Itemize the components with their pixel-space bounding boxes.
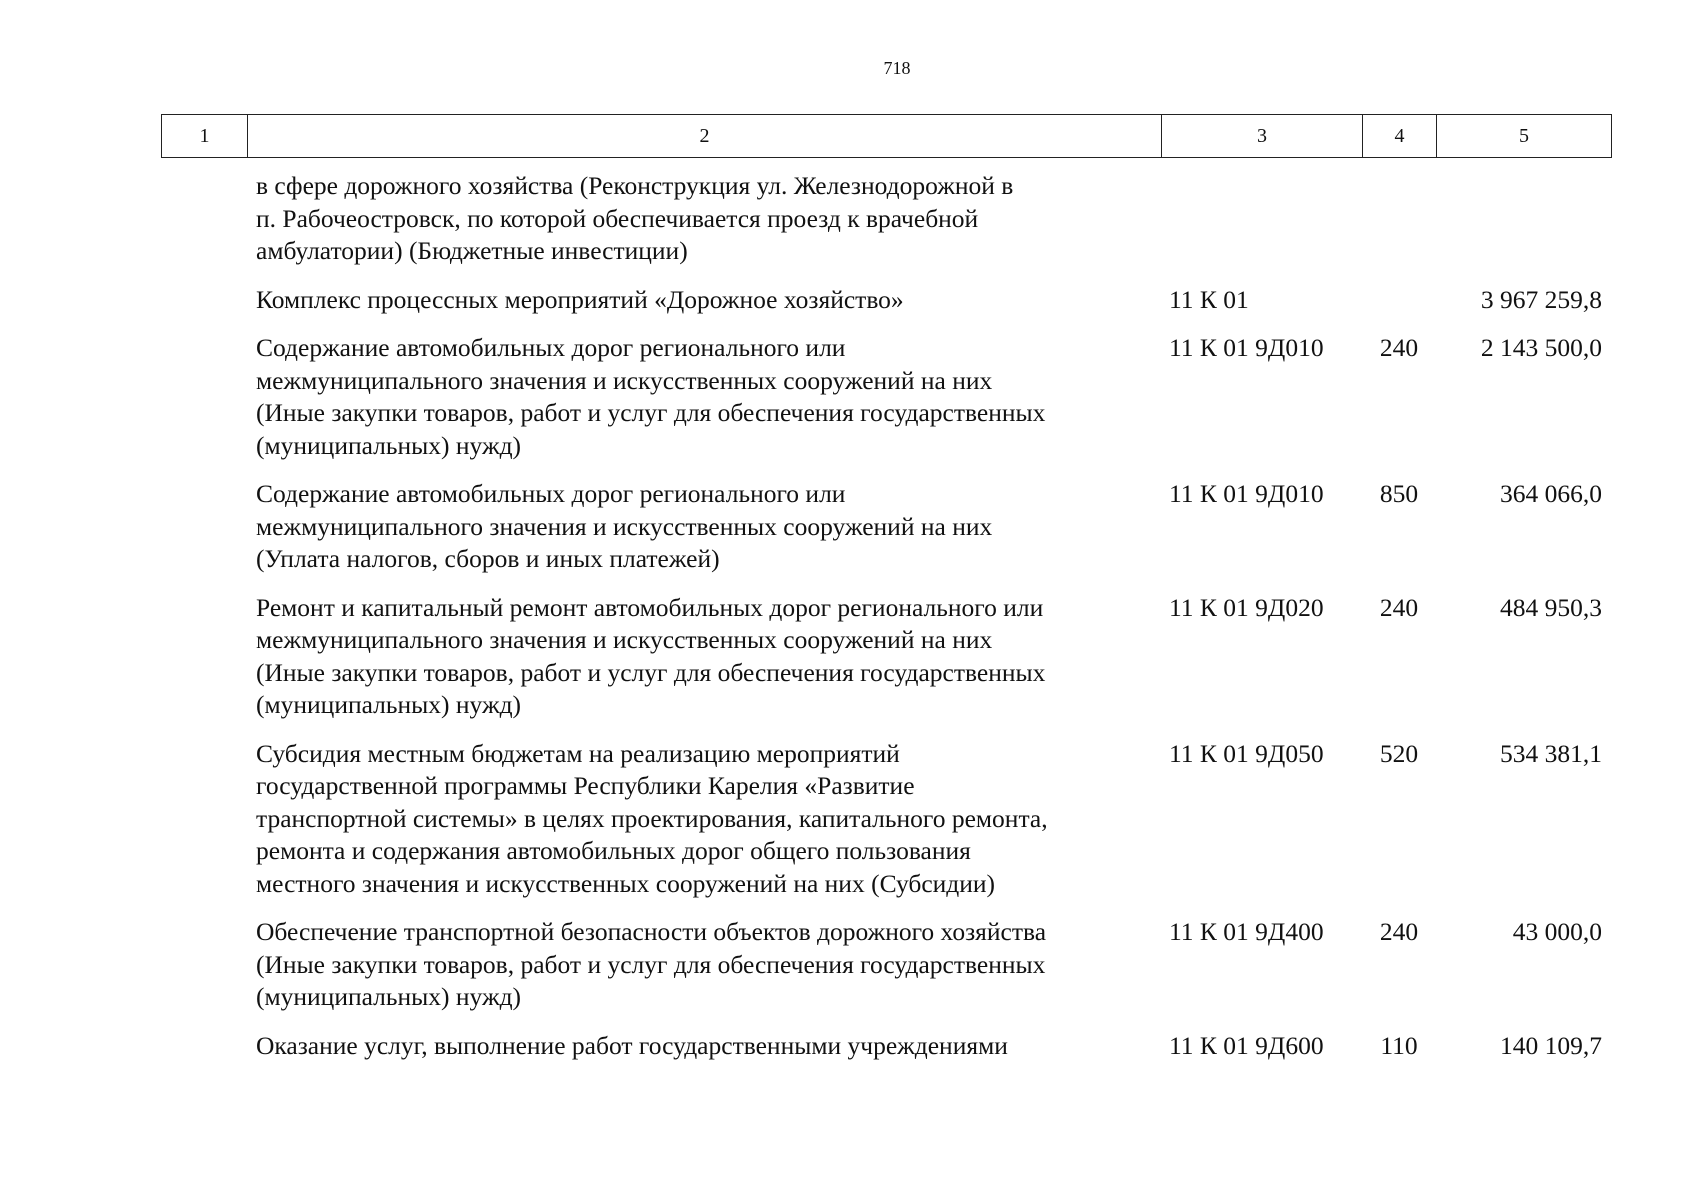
row-code: 11 К 01 9Д050: [1169, 738, 1324, 768]
row-amount: 3 967 259,8: [1480, 284, 1602, 314]
header-col-2: 2: [248, 115, 1162, 157]
row-code: 11 К 01 9Д400: [1169, 917, 1324, 946]
table-row: [161, 170, 1610, 268]
row-description: Оказание услуг, выполнение работ государственными учреждениями: [256, 1030, 1008, 1060]
row-type: [1362, 170, 1436, 268]
row-amount: 364 066,0: [1500, 479, 1602, 508]
row-type: 240: [1379, 333, 1419, 362]
row-type: [1362, 284, 1436, 317]
row-amount: 140 109,7: [1500, 1030, 1602, 1060]
row-type: 240: [1379, 917, 1419, 946]
table-body: [161, 170, 1610, 1078]
row-code: [1161, 170, 1362, 268]
row-code: 11 К 01 9Д010: [1169, 333, 1324, 362]
row-code: 11 К 01 9Д600: [1169, 1030, 1324, 1060]
row-description: в сфере дорожного хозяйства (Реконструкция ул. Железнодорожной в п. Рабочеостровск, по которой обеспечивается проезд к врачебной амбулатории) (Бюджетные инвестиции): [256, 171, 1014, 265]
row-amount: 43 000,0: [1512, 917, 1602, 946]
row-code: 11 К 01 9Д010: [1169, 479, 1324, 508]
table-header: [161, 114, 1612, 158]
row-amount: 534 381,1: [1500, 738, 1602, 768]
table-row: [161, 332, 1610, 462]
table-row: [161, 738, 1610, 901]
header-col-4: 4: [1363, 115, 1437, 157]
table-row: [161, 916, 1610, 1014]
table-row: [161, 592, 1610, 722]
row-description: Ремонт и капитальный ремонт автомобильных дорог регионального или межмуниципального значения и искусственных сооружений на них (Иные закупки товаров, работ и услуг для обеспечения государственных (муниципальных) нужд): [256, 592, 1046, 719]
row-code: 11 К 01: [1169, 284, 1249, 314]
row-description: Комплекс процессных мероприятий «Дорожное хозяйство»: [256, 284, 904, 314]
row-type: 240: [1379, 592, 1419, 622]
table-row: [161, 478, 1610, 576]
row-description: Содержание автомобильных дорог регионального или межмуниципального значения и искусственных сооружений на них (Иные закупки товаров, работ и услуг для обеспечения государственных (муниципальных) нужд): [256, 333, 1046, 460]
table-row: [161, 284, 1610, 317]
row-amount: 2 143 500,0: [1480, 333, 1602, 362]
row-amount: 484 950,3: [1500, 592, 1602, 622]
row-code: 11 К 01 9Д020: [1169, 592, 1324, 622]
header-col-5: 5: [1519, 124, 1529, 147]
row-description: Обеспечение транспортной безопасности объектов дорожного хозяйства (Иные закупки товаров, работ и услуг для обеспечения государственных (муниципальных) нужд): [256, 917, 1047, 1011]
table-row: [161, 1030, 1610, 1063]
page-number: 718: [883, 58, 911, 78]
row-type: 850: [1379, 479, 1419, 508]
row-type: 110: [1380, 1030, 1418, 1060]
header-col-3: 3: [1162, 115, 1363, 157]
header-col-1: 1: [162, 115, 248, 157]
row-description: Содержание автомобильных дорог регионального или межмуниципального значения и искусственных сооружений на них (Уплата налогов, сборов и иных платежей): [256, 479, 993, 573]
row-description: Субсидия местным бюджетам на реализацию мероприятий государственной программы Республики Карелия «Развитие транспортной системы» в целях проектирования, капитального ремонта, ремонта и содержания автомобильных дорог общего пользования местного значения и искусственных сооружений на них (Субсидии): [256, 738, 1048, 898]
row-type: 520: [1379, 738, 1419, 768]
row-amount: [1436, 170, 1610, 268]
